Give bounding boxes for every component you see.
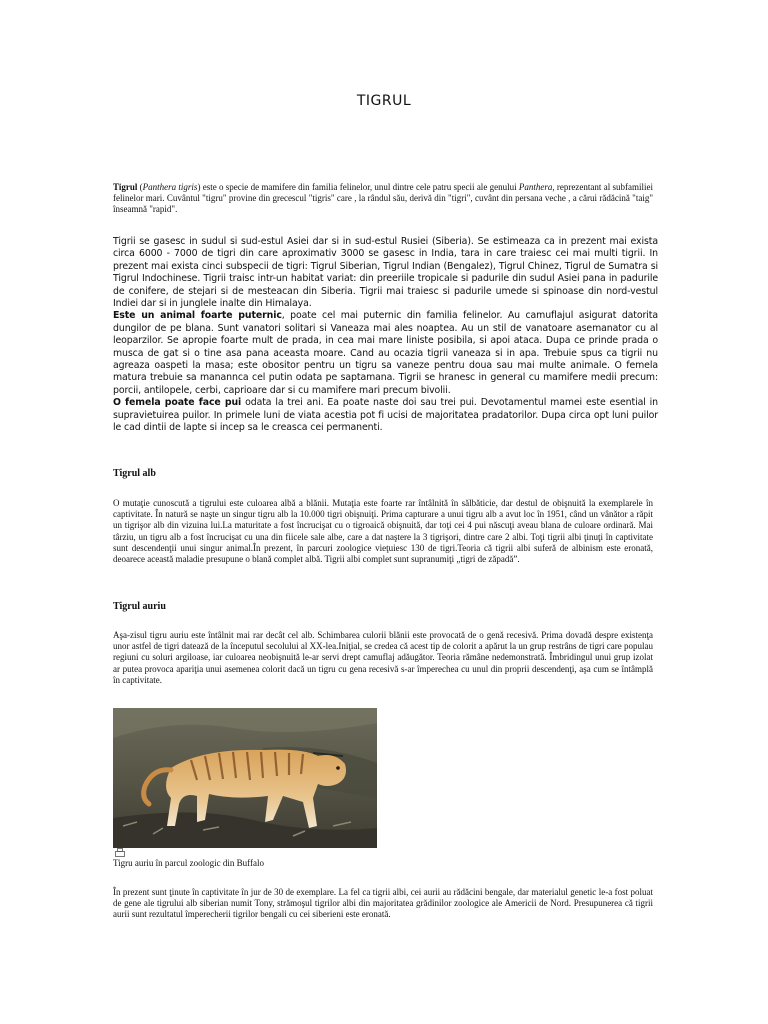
intro-latin-name: Panthera tigris (142, 182, 198, 192)
golden-tiger-paragraph-2: În prezent sunt ţinute în captivitate în jur de 30 de exemplare. La fel ca tigrii albi, cei aurii au rădăcini bengale, dar materialul genetic le-a fost poluat de gene ale tigrului alb siberian numit Tony, strămoşul tigrilor albi din majoritatea grădinilor zoologice ale Americii de Nord. Presupunerea că tigrii aurii sunt rezultatul împerecherii tigrilor bengali cu cei siberieni este eronată. (113, 887, 653, 920)
white-tiger-heading: Tigrul alb (113, 468, 156, 479)
photo-caption: Tigru auriu în parcul zoologic din Buffalo (113, 858, 264, 868)
main-bold-2: O femela poate face pui (113, 397, 242, 409)
intro-paragraph (113, 182, 653, 216)
main-paragraph (113, 236, 658, 435)
golden-tiger-photo (113, 708, 377, 848)
main-text-3: odata la trei ani. Ea poate naste doi sau trei pui. Devotamentul mamei este esential in supravietuirea puilor. In primele luni de viata acestia pot fi ucisi de majoritatea pradatorilor. Dupa circa opt luni puilor le cad dintii de lapte si incep sa le creasca cei permanenti. (113, 397, 658, 434)
golden-tiger-paragraph: Aşa-zisul tigru auriu este întâlnit mai rar decât cel alb. Schimbarea culorii blănii este provocată de o genă recesivă. Prima dovadă despre existenţa unor astfel de tigri datează de la începutul secolului al XX-lea.Iniţial, se credea că acest tip de colorit a apărut la un grup restrâns de tigri care populau regiuni cu soluri argiloase, iar culoarea neobişnuită le-ar servi drept camuflaj adăugător. Teoria rămâne nedemonstrată. Îmbridingul unui grup izolat ar putea provoca apariţia unui asemenea colorit dacă un tigru cu gena recesivă s-ar împerechea cu unul din proprii descendenţi, aşa cum se întâmplă în captivitate. (113, 630, 653, 685)
image-anchor-icon (115, 848, 125, 857)
main-text-2: , poate cel mai puternic din familia felinelor. Au camuflajul asigurat datorita dungilor de pe blana. Sunt vanatori solitari si Vaneaza mai ales noaptea. Au un stil de vanatoare asemanator cu al leoparzilor. Se apropie foarte mult de prada, in cea mai mare liniste posibila, si apoi ataca. Dupa ce prinde prada o musca de gat si o tine asa pana aceasta moare. Cand au ocazia tigrii vaneaza si in apa. Trebuie spus ca tigrii nu agreaza oaspeti la masa; este obositor pentru un tigru sa vaneze pentru doua sau mai multe animale. O femela matura trebuie sa manannca cel putin odata pe saptamana. Tigrii se hranesc in general cu mamifere medii precum: porcii, antilopele, cerbi, caprioare dar si cu mamifere mari precum bivolii. (113, 310, 659, 396)
main-bold-1: Este un animal foarte puternic (113, 310, 282, 322)
main-text-1: Tigrii se gasesc in sudul si sud-estul Asiei dar si in sud-estul Rusiei (Siberia). Se estimeaza ca in prezent mai exista circa 6000 - 7000 de tigri din care aproximativ 3000 se gasesc in India, tara in care traiesc cei mai multi tigrii. In prezent mai exista cinci subspecii de tigri: Tigrul Siberian, Tigrul Indian (Bengalez), Tigrul Chinez, Tigrul de Sumatra si Tigrul Indochinese. Tigrii traisc intr-un habitat variat: din preeriile tropicale si padurile din sudul Asiei pana in padurile de conifere, de stejari si de mesteacan din Siberia. Tigrii mai traiesc si padurile umede si spinoase din nord-vestul Indiei dar si in junglele inalte din Himalaya. (113, 236, 658, 310)
intro-text-2: , reprezentant al subfamiliei felinelor mari. Cuvântul "tigru" provine din grecescul "tigris" care , la rândul său, derivă din "tigri", cuvânt din persana veche , a cărui rădăcină "taig" înseamnă "rapid". (113, 182, 653, 215)
intro-text-1: ) este o specie de mamifere din familia felinelor, unul dintre cele patru specii ale genului (197, 182, 519, 192)
intro-latin-open: ( (137, 182, 143, 192)
intro-genus: Panthera (518, 182, 553, 192)
white-tiger-paragraph: O mutaţie cunoscută a tigrului este culoarea albă a blănii. Mutaţia este foarte rar întâlnită în sălbăticie, dar destul de obişnuită la exemplarele în captivitate. În natură se naşte un singur tigru alb la 10.000 tigri obişnuiţi. Prima capturare a unui tigru alb a avut loc în 1951, când un vânător a răpit un tigrişor alb din vizuina lui.La maturitate a fost încrucişat cu o tigroaică obişnuită, dar toţi cei 4 pui născuţi aveau blana de culoare ordinară. Mai târziu, un tigru alb a fost încrucişat cu una din fiicele sale albe, care a dat naştere la 3 tigrişori, dintre care 2 albi. Toţi tigrii albi ţinuţi în captivitate sunt descendenţii unui singur animal.În prezent, în parcuri zoologice vieţuiesc 130 de tigri.Teoria că tigrii albi suferă de albinism este eronată, deoarece această maladie presupune o blană complet albă. Tigrii albi complet sunt supranumiţi „tigri de zăpadă”. (113, 498, 653, 565)
golden-tiger-heading: Tigrul auriu (113, 601, 166, 612)
page-title: TIGRUL (356, 93, 412, 109)
intro-term: Tigrul (113, 182, 138, 192)
